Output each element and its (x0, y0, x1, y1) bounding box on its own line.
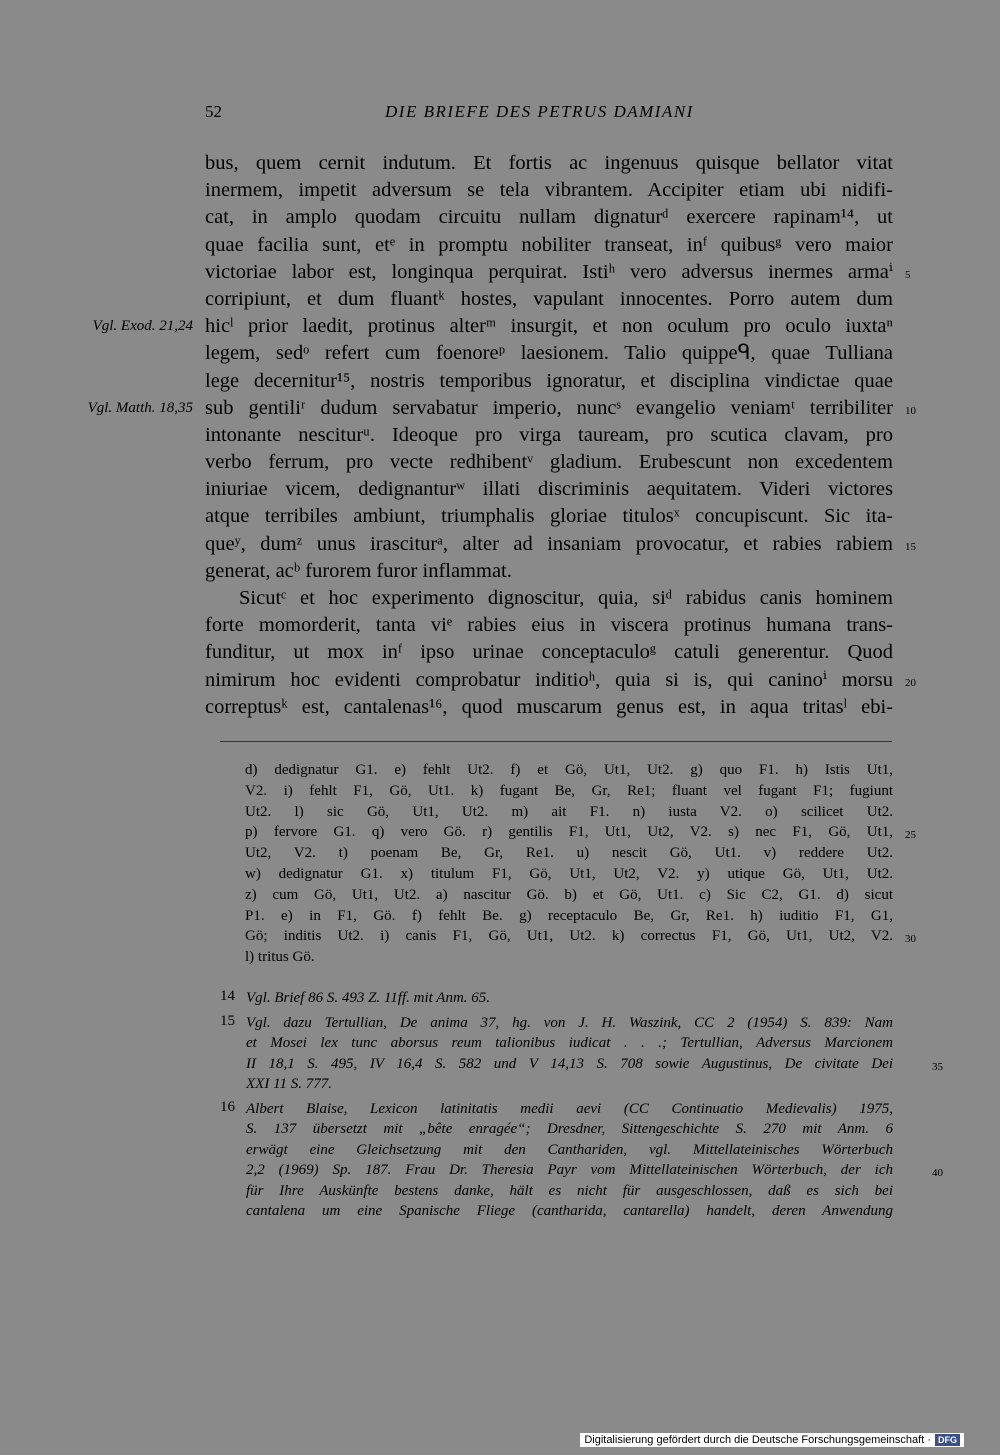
footnote-number: 14 (220, 988, 235, 1004)
dfg-logo: DFG (935, 1434, 960, 1446)
line-number: 20 (905, 676, 916, 689)
footnote-line-content: II 18,1 S. 495, IV 16,4 S. 582 und V 14,13 S. 708 sowie Augustinus, De civitate Dei (246, 1055, 893, 1072)
footnote (220, 1098, 943, 1222)
text-line: cat, in amplo quodam circuitu nullam dignaturᵈ exercere rapinam¹⁴, ut (205, 206, 893, 229)
text-line (87, 395, 916, 422)
apparatus-line: l) tritus Gö. (245, 949, 315, 966)
running-title: DIE BRIEFE DES PETRUS DAMIANI (385, 102, 694, 121)
text-line-content: queʸ, dumᶻ unus irasciturᵃ, alter ad insaniam provocatur, et rabies rabiem (205, 532, 893, 555)
apparatus-line-content: p) fervore G1. q) vero Gö. r) gentilis F1, Ut1, Ut2, V2. s) nec F1, Gö, Ut1, (245, 824, 893, 841)
text-line: funditur, ut mox inᶠ ipso urinae conceptaculoᵍ catuli generentur. Quod (205, 641, 893, 664)
text-line (205, 259, 911, 286)
credit-text: Digitalisierung gefördert durch die Deutsche Forschungsgemeinschaft · (584, 1434, 931, 1446)
margin-reference: Vgl. Exod. 21,24 (92, 318, 193, 335)
apparatus-line-content: Gö; inditis Ut2. i) canis F1, Gö, Ut1, Ut2. k) correctus F1, Gö, Ut1, Ut2, V2. (245, 928, 893, 945)
text-line: Sicutᶜ et hoc experimento dignoscitur, quia, siᵈ rabidus canis hominem (239, 587, 893, 609)
line-number: 35 (932, 1060, 943, 1073)
text-line: corripiunt, et dum fluantᵏ hostes, vapulant innocentes. Porro autem dum (205, 287, 893, 310)
page-number: 52 (205, 102, 222, 121)
text-line: quae facilia sunt, etᵉ in promptu nobiliter transeat, inᶠ quibusᵍ vero maior (205, 233, 893, 256)
text-line (205, 531, 916, 558)
text-line: lege decernitur¹⁵, nostris temporibus ignoratur, et disciplina vindictae quae (205, 369, 893, 392)
footnote-line: XXI 11 S. 777. (246, 1076, 332, 1092)
text-line: bus, quem cernit indutum. Et fortis ac ingenuus quisque bellator vitat (205, 152, 893, 174)
text-line: inermem, impetit adversum se tela vibrantem. Accipiter etiam ubi nidifi- (205, 179, 893, 202)
apparatus-divider (220, 741, 892, 742)
footnote-line: Albert Blaise, Lexicon latinitatis medii aevi (CC Continuatio Medievalis) 1975, (246, 1100, 893, 1117)
footnote (220, 988, 893, 1009)
line-number: 10 (905, 404, 916, 417)
footnote-number: 16 (220, 1098, 235, 1115)
text-line: verbo ferrum, pro vecte redhibentᵛ gladium. Erubescunt non excedentem (205, 451, 893, 474)
text-line: legem, sedᵒ refert cum foenoreᵖ laesionem. Talio quippeᑫ, quae Tulliana (205, 342, 893, 365)
text-line (205, 667, 916, 694)
critical-apparatus (245, 760, 916, 968)
apparatus-line: P1. e) in F1, Gö. f) fehlt Be. g) receptaculo Be, Gr, Re1. h) iuditio F1, G1, (245, 907, 893, 924)
apparatus-line: V2. i) fehlt F1, Gö, Ut1. k) fugant Be, Gr, Re1; fluant vel fugant F1; fugiunt (245, 782, 893, 799)
footnote-line-content: 2,2 (1969) Sp. 187. Frau Dr. Theresia Payr vom Mittellateinischen Wörterbuch, der ich (246, 1162, 893, 1178)
text-line-content: hicˡ prior laedit, protinus alterᵐ insurgit, et non oculum pro oculo iuxtaⁿ (205, 315, 893, 338)
running-header (205, 102, 895, 128)
footnote-line: erwägt eine Gleichsetzung mit den Canthariden, vgl. Mittellateinisches Wörterbuch (246, 1141, 893, 1158)
text-line-content: sub gentiliʳ dudum servabatur imperio, nuncˢ evangelio veniamᵗ terribiliter (205, 396, 893, 419)
text-line-content: victoriae labor est, longinqua perquirat. Istiʰ vero adversus inermes armaⁱ (205, 260, 893, 283)
text-line: iniuriae vicem, dedignanturʷ illati discriminis aequitatem. Videri victores (205, 478, 893, 501)
line-number: 5 (905, 268, 911, 281)
footnote-line: für Ihre Auskünfte bestens danke, hält es nicht für ausgeschlossen, daß es sich bei (246, 1182, 893, 1199)
apparatus-line (245, 926, 916, 947)
footnote-line: S. 137 übersetzt mit „bête enragée“; Dresdner, Sittengeschichte S. 270 mit Anm. 6 (246, 1121, 893, 1137)
footnote-line: cantalena um eine Spanische Fliege (cantharida, cantarella) handelt, deren Anwendung (246, 1203, 893, 1219)
apparatus-line: w) dedignatur G1. x) titulum F1, Gö, Ut1, Ut2, V2. y) utique Gö, Ut1, Ut2. (245, 865, 893, 882)
text-line: intonante nesciturᵘ. Ideoque pro virga tauream, pro scutica clavam, pro (205, 423, 893, 446)
line-number: 15 (905, 540, 916, 553)
apparatus-line: Ut2. l) sic Gö, Ut1, Ut2. m) ait F1. n) iusta V2. o) scilicet Ut2. (245, 803, 893, 820)
apparatus-line (245, 822, 916, 843)
footnote-line (246, 1160, 943, 1181)
line-number: 25 (905, 829, 916, 842)
footnotes (220, 988, 943, 1226)
apparatus-line: Ut2, V2. t) poenam Be, Gr, Re1. u) nescit Gö, Ut1. v) reddere Ut2. (245, 845, 893, 862)
apparatus-line: d) dedignatur G1. e) fehlt Ut2. f) et Gö, Ut1, Ut2. g) quo F1. h) Istis Ut1, (245, 762, 893, 778)
text-line-content: nimirum hoc evidenti comprobatur inditioʰ, quia si is, qui caninoⁱ morsu (205, 668, 893, 691)
footnote (220, 1012, 943, 1095)
footnote-line: Vgl. Brief 86 S. 493 Z. 11ff. mit Anm. 65. (246, 990, 491, 1006)
text-line (92, 313, 893, 340)
digitization-credit (580, 1433, 964, 1447)
footnote-line: Vgl. dazu Tertullian, De anima 37, hg. von J. H. Waszink, CC 2 (1954) S. 839: Nam (246, 1014, 893, 1031)
line-number: 40 (932, 1167, 943, 1179)
text-line: atque terribiles ambiunt, triumphalis gloriae titulosˣ concupiscunt. Sic ita- (205, 505, 893, 528)
line-number: 30 (905, 933, 916, 946)
footnote-line: et Mosei lex tunc aborsus reum talionibus iudicat . . .; Tertullian, Adversus Marcionem (246, 1035, 893, 1051)
main-text (87, 150, 916, 721)
footnote-number: 15 (220, 1012, 235, 1029)
apparatus-line: z) cum Gö, Ut1, Ut2. a) nascitur Gö. b) et Gö, Ut1. c) Sic C2, G1. d) sicut (245, 886, 893, 903)
text-line: correptusᵏ est, cantalenas¹⁶, quod muscarum genus est, in aqua tritasˡ ebi- (205, 695, 893, 718)
text-line: generat, acᵇ furorem furor inflammat. (205, 559, 512, 582)
text-line: forte momorderit, tanta viᵉ rabies eius in viscera protinus humana trans- (205, 614, 893, 637)
footnote-line (246, 1054, 943, 1075)
margin-reference: Vgl. Matth. 18,35 (87, 399, 193, 416)
